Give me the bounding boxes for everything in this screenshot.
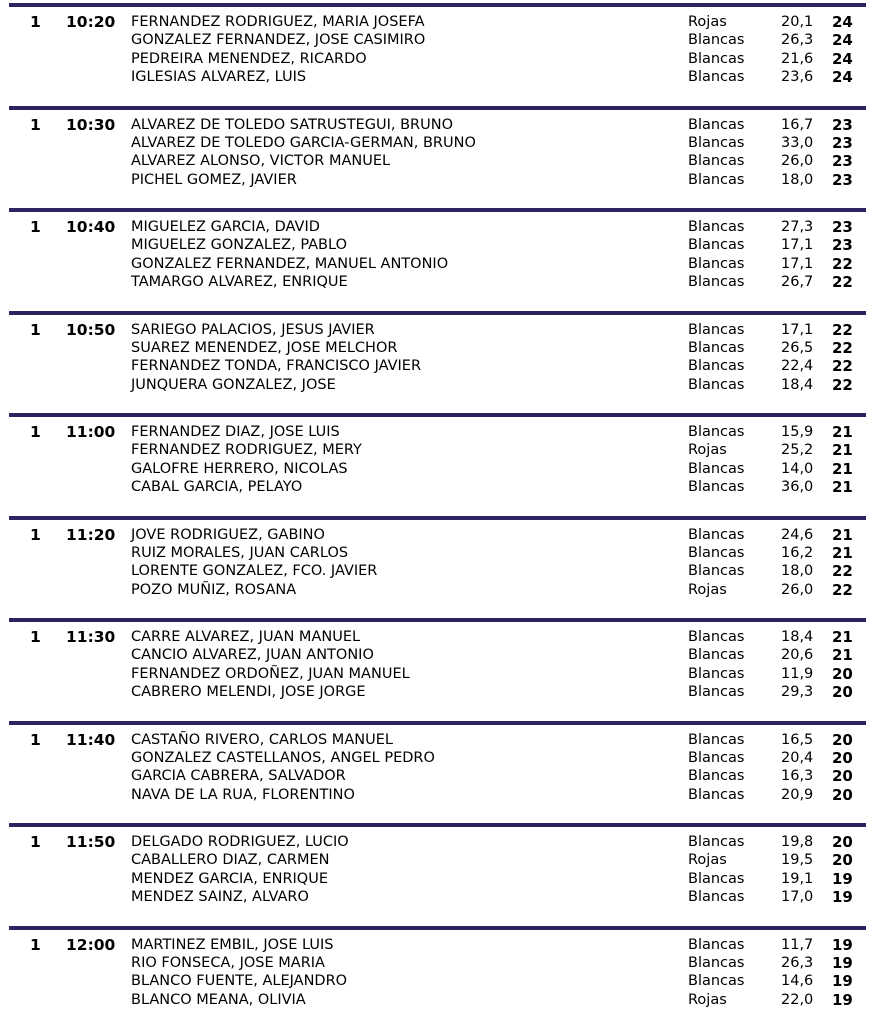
player-name: MIGUELEZ GARCIA, DAVID	[131, 218, 320, 236]
points: 21	[832, 526, 853, 544]
player-name: ALVAREZ DE TOLEDO SATRUSTEGUI, BRUNO	[131, 116, 453, 134]
player-name: SARIEGO PALACIOS, JESUS JAVIER	[131, 321, 375, 339]
tee-color: Blancas	[688, 50, 744, 68]
handicap: 20,4	[781, 749, 813, 767]
points: 23	[832, 152, 853, 170]
player-name: LORENTE GONZALEZ, FCO. JAVIER	[131, 562, 377, 580]
handicap: 20,9	[781, 786, 813, 804]
tee-color: Blancas	[688, 562, 744, 580]
tee-color: Blancas	[688, 255, 744, 273]
handicap: 17,0	[781, 888, 813, 906]
tee-color: Blancas	[688, 683, 744, 701]
tee-color: Blancas	[688, 31, 744, 49]
tee-color: Blancas	[688, 423, 744, 441]
group-divider	[9, 721, 866, 725]
player-row	[0, 171, 876, 189]
tee-color: Blancas	[688, 786, 744, 804]
tee-time: 10:30	[66, 116, 115, 134]
points: 24	[832, 50, 853, 68]
tee-group	[0, 208, 876, 311]
tee-color: Blancas	[688, 665, 744, 683]
tee-group	[0, 106, 876, 209]
player-name: MENDEZ GARCIA, ENRIQUE	[131, 870, 328, 888]
player-name: POZO MUÑIZ, ROSANA	[131, 581, 296, 599]
player-row	[0, 936, 876, 954]
player-name: CABRERO MELENDI, JOSE JORGE	[131, 683, 366, 701]
player-row	[0, 441, 876, 459]
handicap: 15,9	[781, 423, 813, 441]
tee-color: Blancas	[688, 376, 744, 394]
tee-color: Blancas	[688, 767, 744, 785]
player-name: GONZALEZ FERNANDEZ, JOSE CASIMIRO	[131, 31, 425, 49]
round-number: 1	[30, 628, 41, 646]
points: 20	[832, 749, 853, 767]
player-row	[0, 991, 876, 1009]
handicap: 18,4	[781, 376, 813, 394]
handicap: 19,8	[781, 833, 813, 851]
handicap: 25,2	[781, 441, 813, 459]
handicap: 20,1	[781, 13, 813, 31]
points: 21	[832, 646, 853, 664]
tee-group	[0, 926, 876, 1028]
player-name: SUAREZ MENENDEZ, JOSE MELCHOR	[131, 339, 397, 357]
player-row	[0, 954, 876, 972]
tee-color: Rojas	[688, 581, 727, 599]
player-name: TAMARGO ALVAREZ, ENRIQUE	[131, 273, 348, 291]
handicap: 26,0	[781, 152, 813, 170]
player-name: NAVA DE LA RUA, FLORENTINO	[131, 786, 355, 804]
tee-color: Blancas	[688, 116, 744, 134]
points: 20	[832, 731, 853, 749]
player-row	[0, 786, 876, 804]
tee-color: Blancas	[688, 134, 744, 152]
player-name: RIO FONSECA, JOSE MARIA	[131, 954, 325, 972]
player-row	[0, 321, 876, 339]
group-divider	[9, 618, 866, 622]
tee-color: Blancas	[688, 526, 744, 544]
tee-color: Rojas	[688, 441, 727, 459]
handicap: 22,0	[781, 991, 813, 1009]
points: 20	[832, 683, 853, 701]
player-row	[0, 423, 876, 441]
group-divider	[9, 208, 866, 212]
points: 19	[832, 888, 853, 906]
player-row	[0, 68, 876, 86]
tee-time: 10:50	[66, 321, 115, 339]
handicap: 23,6	[781, 68, 813, 86]
handicap: 16,5	[781, 731, 813, 749]
player-name: RUIZ MORALES, JUAN CARLOS	[131, 544, 348, 562]
points: 23	[832, 134, 853, 152]
player-row	[0, 134, 876, 152]
player-name: JOVE RODRIGUEZ, GABINO	[131, 526, 325, 544]
player-row	[0, 888, 876, 906]
player-row	[0, 767, 876, 785]
round-number: 1	[30, 833, 41, 851]
tee-color: Blancas	[688, 357, 744, 375]
handicap: 26,0	[781, 581, 813, 599]
points: 19	[832, 972, 853, 990]
tee-group	[0, 516, 876, 619]
handicap: 11,7	[781, 936, 813, 954]
handicap: 11,9	[781, 665, 813, 683]
player-name: GARCIA CABRERA, SALVADOR	[131, 767, 346, 785]
tee-group	[0, 721, 876, 824]
player-name: FERNANDEZ ORDOÑEZ, JUAN MANUEL	[131, 665, 410, 683]
points: 19	[832, 954, 853, 972]
player-row	[0, 478, 876, 496]
tee-time: 11:40	[66, 731, 115, 749]
group-divider	[9, 516, 866, 520]
round-number: 1	[30, 423, 41, 441]
handicap: 18,0	[781, 562, 813, 580]
round-number: 1	[30, 526, 41, 544]
player-row	[0, 870, 876, 888]
tee-color: Rojas	[688, 851, 727, 869]
points: 24	[832, 68, 853, 86]
player-row	[0, 13, 876, 31]
handicap: 26,5	[781, 339, 813, 357]
points: 24	[832, 31, 853, 49]
tee-color: Blancas	[688, 972, 744, 990]
points: 20	[832, 767, 853, 785]
group-divider	[9, 823, 866, 827]
tee-color: Blancas	[688, 321, 744, 339]
points: 23	[832, 236, 853, 254]
handicap: 24,6	[781, 526, 813, 544]
player-row	[0, 50, 876, 68]
tee-group	[0, 3, 876, 106]
player-name: PICHEL GOMEZ, JAVIER	[131, 171, 297, 189]
player-name: CASTAÑO RIVERO, CARLOS MANUEL	[131, 731, 393, 749]
player-name: MIGUELEZ GONZALEZ, PABLO	[131, 236, 347, 254]
points: 22	[832, 562, 853, 580]
player-row	[0, 357, 876, 375]
points: 22	[832, 273, 853, 291]
tee-color: Blancas	[688, 954, 744, 972]
round-number: 1	[30, 218, 41, 236]
points: 24	[832, 13, 853, 31]
tee-color: Blancas	[688, 478, 744, 496]
points: 20	[832, 833, 853, 851]
points: 22	[832, 255, 853, 273]
handicap: 26,3	[781, 954, 813, 972]
points: 20	[832, 665, 853, 683]
points: 22	[832, 376, 853, 394]
group-divider	[9, 926, 866, 930]
player-row	[0, 646, 876, 664]
handicap: 36,0	[781, 478, 813, 496]
points: 19	[832, 870, 853, 888]
player-name: FERNANDEZ DIAZ, JOSE LUIS	[131, 423, 340, 441]
player-name: MARTINEZ EMBIL, JOSE LUIS	[131, 936, 333, 954]
player-name: FERNANDEZ RODRIGUEZ, MERY	[131, 441, 362, 459]
group-divider	[9, 311, 866, 315]
player-row	[0, 833, 876, 851]
tee-color: Rojas	[688, 13, 727, 31]
tee-color: Blancas	[688, 236, 744, 254]
tee-color: Blancas	[688, 544, 744, 562]
player-name: GONZALEZ FERNANDEZ, MANUEL ANTONIO	[131, 255, 448, 273]
player-name: CANCIO ALVAREZ, JUAN ANTONIO	[131, 646, 374, 664]
handicap: 27,3	[781, 218, 813, 236]
player-row	[0, 236, 876, 254]
handicap: 17,1	[781, 236, 813, 254]
tee-color: Blancas	[688, 628, 744, 646]
player-row	[0, 31, 876, 49]
player-name: MENDEZ SAINZ, ALVARO	[131, 888, 309, 906]
points: 21	[832, 628, 853, 646]
points: 19	[832, 991, 853, 1009]
handicap: 18,4	[781, 628, 813, 646]
tee-color: Blancas	[688, 646, 744, 664]
player-row	[0, 116, 876, 134]
handicap: 14,0	[781, 460, 813, 478]
tee-color: Blancas	[688, 273, 744, 291]
tee-group	[0, 413, 876, 516]
tee-color: Blancas	[688, 833, 744, 851]
points: 23	[832, 171, 853, 189]
player-row	[0, 972, 876, 990]
player-name: JUNQUERA GONZALEZ, JOSE	[131, 376, 336, 394]
points: 23	[832, 218, 853, 236]
handicap: 33,0	[781, 134, 813, 152]
points: 21	[832, 460, 853, 478]
tee-time: 11:50	[66, 833, 115, 851]
tee-color: Blancas	[688, 218, 744, 236]
handicap: 26,7	[781, 273, 813, 291]
handicap: 29,3	[781, 683, 813, 701]
player-name: FERNANDEZ TONDA, FRANCISCO JAVIER	[131, 357, 421, 375]
tee-color: Blancas	[688, 68, 744, 86]
tee-color: Blancas	[688, 936, 744, 954]
player-row	[0, 152, 876, 170]
player-row	[0, 749, 876, 767]
player-name: CABAL GARCIA, PELAYO	[131, 478, 302, 496]
player-row	[0, 273, 876, 291]
tee-time: 11:30	[66, 628, 115, 646]
group-divider	[9, 413, 866, 417]
points: 21	[832, 544, 853, 562]
round-number: 1	[30, 936, 41, 954]
player-name: CABALLERO DIAZ, CARMEN	[131, 851, 329, 869]
player-row	[0, 581, 876, 599]
tee-group	[0, 618, 876, 721]
tee-color: Blancas	[688, 888, 744, 906]
handicap: 17,1	[781, 321, 813, 339]
tee-color: Blancas	[688, 460, 744, 478]
player-name: BLANCO FUENTE, ALEJANDRO	[131, 972, 347, 990]
tee-group	[0, 311, 876, 414]
group-divider	[9, 106, 866, 110]
handicap: 18,0	[781, 171, 813, 189]
player-row	[0, 665, 876, 683]
tee-time: 10:20	[66, 13, 115, 31]
handicap: 16,3	[781, 767, 813, 785]
tee-color: Blancas	[688, 339, 744, 357]
tee-color: Rojas	[688, 991, 727, 1009]
points: 21	[832, 423, 853, 441]
player-row	[0, 218, 876, 236]
handicap: 17,1	[781, 255, 813, 273]
round-number: 1	[30, 116, 41, 134]
points: 22	[832, 357, 853, 375]
tee-color: Blancas	[688, 749, 744, 767]
tee-color: Blancas	[688, 152, 744, 170]
round-number: 1	[30, 13, 41, 31]
player-row	[0, 376, 876, 394]
round-number: 1	[30, 731, 41, 749]
player-row	[0, 731, 876, 749]
handicap: 16,2	[781, 544, 813, 562]
handicap: 19,1	[781, 870, 813, 888]
tee-group	[0, 823, 876, 926]
player-row	[0, 255, 876, 273]
points: 20	[832, 786, 853, 804]
points: 23	[832, 116, 853, 134]
player-row	[0, 544, 876, 562]
player-name: ALVAREZ DE TOLEDO GARCIA-GERMAN, BRUNO	[131, 134, 476, 152]
player-name: IGLESIAS ALVAREZ, LUIS	[131, 68, 306, 86]
player-row	[0, 460, 876, 478]
group-divider	[9, 3, 866, 7]
player-name: FERNANDEZ RODRIGUEZ, MARIA JOSEFA	[131, 13, 425, 31]
handicap: 21,6	[781, 50, 813, 68]
player-row	[0, 562, 876, 580]
player-name: BLANCO MEANA, OLIVIA	[131, 991, 306, 1009]
points: 22	[832, 321, 853, 339]
tee-time: 10:40	[66, 218, 115, 236]
round-number: 1	[30, 321, 41, 339]
handicap: 19,5	[781, 851, 813, 869]
player-name: ALVAREZ ALONSO, VICTOR MANUEL	[131, 152, 390, 170]
handicap: 20,6	[781, 646, 813, 664]
tee-time: 11:00	[66, 423, 115, 441]
handicap: 14,6	[781, 972, 813, 990]
points: 21	[832, 478, 853, 496]
handicap: 26,3	[781, 31, 813, 49]
handicap: 22,4	[781, 357, 813, 375]
player-row	[0, 683, 876, 701]
player-name: PEDREIRA MENENDEZ, RICARDO	[131, 50, 367, 68]
points: 22	[832, 339, 853, 357]
player-row	[0, 851, 876, 869]
points: 20	[832, 851, 853, 869]
player-name: CARRE ALVAREZ, JUAN MANUEL	[131, 628, 360, 646]
tee-color: Blancas	[688, 731, 744, 749]
tee-time: 11:20	[66, 526, 115, 544]
tee-time: 12:00	[66, 936, 115, 954]
player-row	[0, 526, 876, 544]
tee-color: Blancas	[688, 870, 744, 888]
player-name: DELGADO RODRIGUEZ, LUCIO	[131, 833, 349, 851]
points: 21	[832, 441, 853, 459]
tee-color: Blancas	[688, 171, 744, 189]
player-row	[0, 628, 876, 646]
player-row	[0, 339, 876, 357]
player-name: GALOFRE HERRERO, NICOLAS	[131, 460, 348, 478]
points: 22	[832, 581, 853, 599]
points: 19	[832, 936, 853, 954]
player-name: GONZALEZ CASTELLANOS, ANGEL PEDRO	[131, 749, 435, 767]
handicap: 16,7	[781, 116, 813, 134]
